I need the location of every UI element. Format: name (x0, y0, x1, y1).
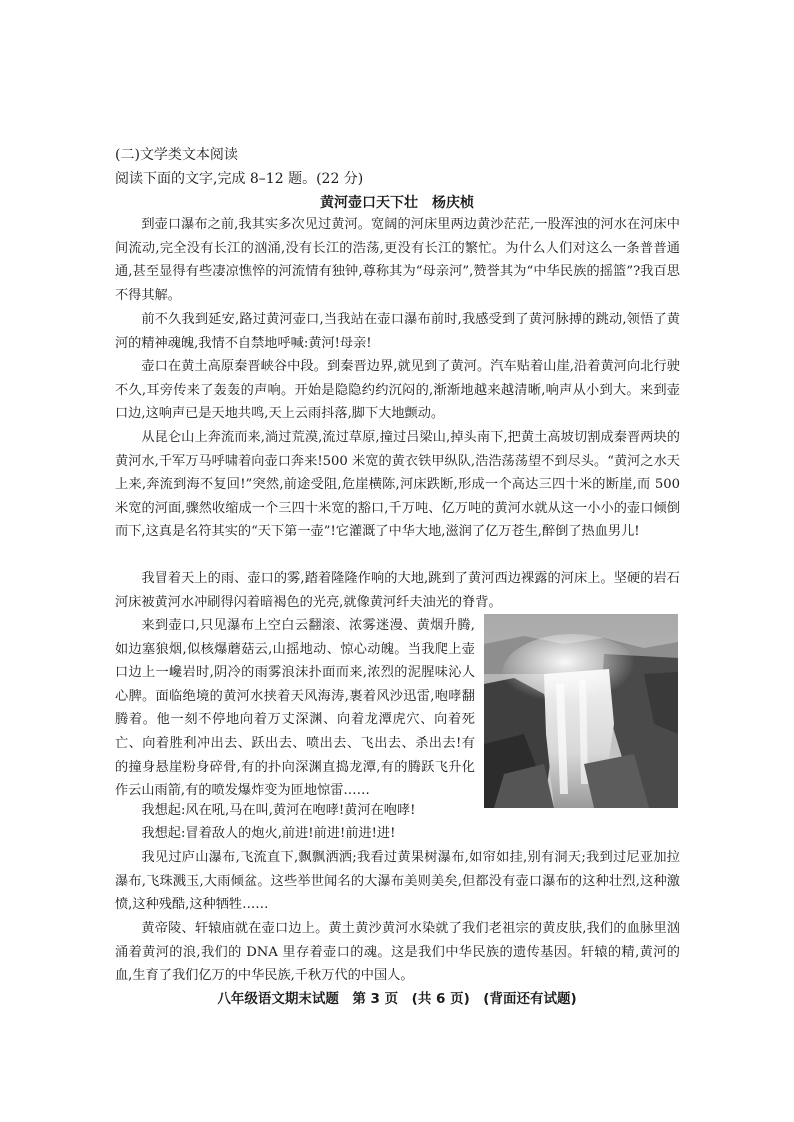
article-title: 黄河壶口天下壮 杨庆桢 (320, 195, 474, 211)
paragraph-5: 我冒着天上的雨、壶口的雾,踏着隆隆作响的大地,跳到了黄河西边裸露的河床上。坚硬的岩石河床被黄河水冲刷得闪着暗褐色的光亮,就像黄河纤夫油光的脊背。 (115, 571, 680, 610)
paragraph-9: 我见过庐山瀑布,飞流直下,飘飘洒洒;我看过黄果树瀑布,如帘如挂,别有洞天;我到过尼亚加拉瀑布,飞珠溅玉,大雨倾盆。这些举世闻名的大瀑布美则美矣,但都没有壶口瀑布的这种壮烈,这种激愤,这种残酷,这种牺牲…… (115, 850, 680, 913)
waterfall-photo (484, 614, 678, 808)
paragraph-8: 我想起:冒着敌人的炮火,前进!前进!前进!进! (141, 826, 396, 841)
page-footer: 八年级语文期末试题 第 3 页 (共 6 页) (背面还有试题) (217, 991, 577, 1007)
section-heading: (二)文学类文本阅读 (115, 147, 238, 163)
paragraph-3: 壶口在黄土高原秦晋峡谷中段。到秦晋边界,就见到了黄河。汽车贴着山崖,沿着黄河向北行驶不久,耳旁传来了轰轰的声响。开始是隐隐约约沉闷的,渐渐地越来越清晰,响声从小到大。来到壶口边,这响声已是天地共鸣,天上云雨抖落,脚下大地颤动。 (115, 359, 680, 422)
paragraph-4: 从昆仑山上奔流而来,淌过荒漠,流过草原,撞过吕梁山,掉头南下,把黄土高坡切割成秦晋两块的黄河水,千军万马呼啸着向壶口奔来!500 米宽的黄衣铁甲纵队,浩浩荡荡望不到尽头。“黄河之水天上来,奔流到海不复回!”突然,前途受阻,危崖横陈,河床跌断,形成一个高达三四十米的断崖,而 500 米宽的河面,骤然收缩成一个三四十米宽的豁口,千万吨、亿万吨的黄河水就从这一小小的壶口倾倒而下,这真是名符其实的“天下第一壶”!它灌溉了中华大地,滋润了亿万苍生,醉倒了热血男儿! (115, 430, 680, 540)
paragraph-1: 到壶口瀑布之前,我其实多次见过黄河。宽阔的河床里两边黄沙茫茫,一股浑浊的河水在河床中间流动,完全没有长江的汹涌,没有长江的浩荡,更没有长江的繁忙。为什么人们对这么一条普普通通,甚至显得有些凄凉憔悴的河流情有独钟,尊称其为“母亲河”,赞誉其为“中华民族的摇篮”?我百思不得其解。 (115, 217, 680, 303)
reading-instruction: 阅读下面的文字,完成 8–12 题。(22 分) (115, 171, 364, 187)
paragraph-2: 前不久我到延安,路过黄河壶口,当我站在壶口瀑布前时,我感受到了黄河脉搏的跳动,领悟了黄河的精神魂魄,我情不自禁地呼喊:黄河!母亲! (115, 312, 680, 351)
paragraph-7: 我想起:风在吼,马在叫,黄河在咆哮!黄河在咆哮! (141, 803, 416, 818)
paragraph-10: 黄帝陵、轩辕庙就在壶口边上。黄土黄沙黄河水染就了我们老祖宗的黄皮肤,我们的血脉里汹涌着黄河的浪,我们的 DNA 里存着壶口的魂。这是我们中华民族的遗传基因。轩辕的精,黄河的血,生育了我们亿万的中华民族,千秋万代的中国人。 (115, 921, 680, 984)
paragraph-6: 来到壶口,只见瀑布上空白云翻滚、浓雾迷漫、黄烟升腾,如边塞狼烟,似核爆蘑菇云,山摇地动、惊心动魄。当我爬上壶口边上一巉岩时,阴冷的雨雾浪沫扑面而来,浓烈的泥腥味沁人心脾。面临绝境的黄河水挟着天风海涛,裹着风沙迅雷,咆哮翻腾着。他一刻不停地向着万丈深渊、向着龙潭虎穴、向着死亡、向着胜利冲出去、跃出去、喷出去、飞出去、杀出去!有的撞身悬崖粉身碎骨,有的扑向深渊直捣龙潭,有的腾跃飞升化作云山雨箭,有的喷发爆炸变为匝地惊雷…… (115, 618, 475, 799)
